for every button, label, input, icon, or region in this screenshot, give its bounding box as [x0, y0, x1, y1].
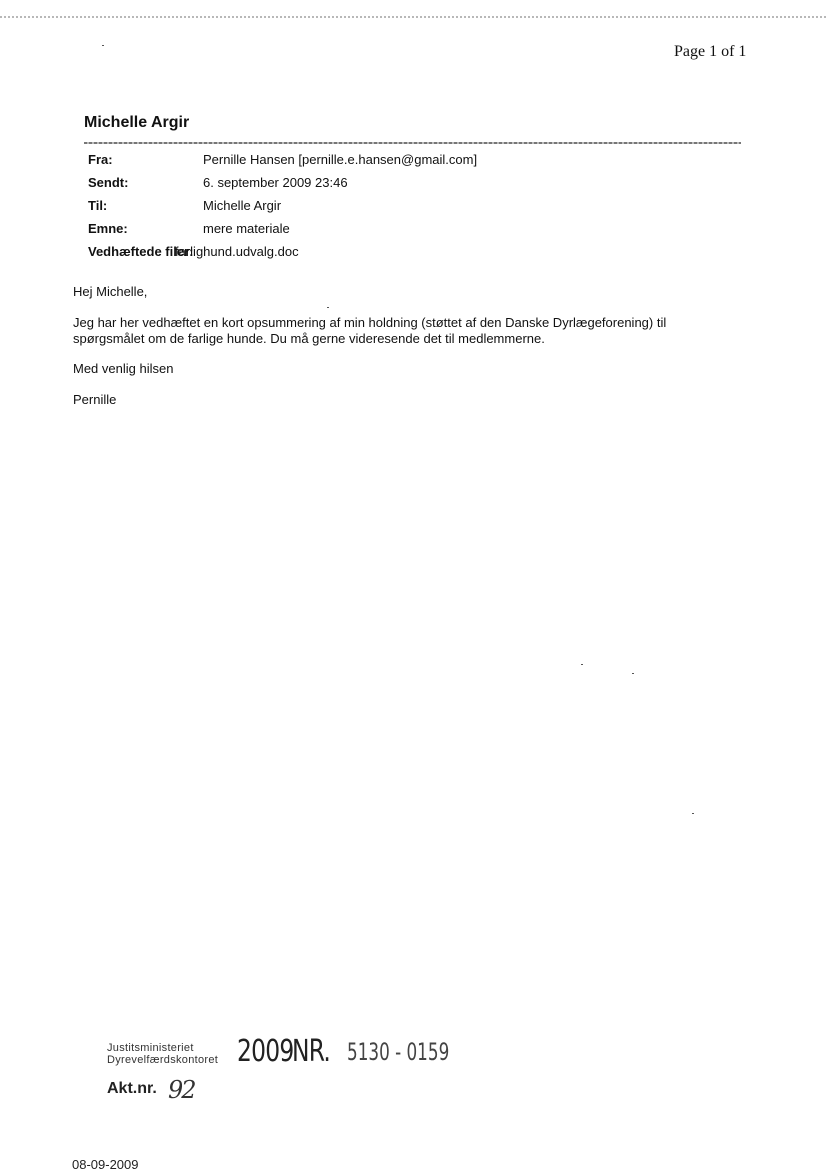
to-value: Michelle Argir	[203, 198, 282, 213]
sent-value: 6. september 2009 23:46	[203, 175, 348, 190]
page-indicator: Page 1 of 1	[674, 43, 747, 60]
stamp-org-line-1: Justitsministeriet	[107, 1042, 194, 1054]
to-label: Til:	[88, 198, 108, 213]
stamp-year: 2009	[237, 1034, 294, 1069]
message-line-2: spørgsmålet om de farlige hunde. Du må gerne videresende det til medlemmerne.	[73, 331, 545, 346]
title-divider	[84, 142, 741, 144]
closing: Med venlig hilsen	[73, 361, 174, 376]
signature: Pernille	[73, 392, 117, 407]
scan-edge-noise	[0, 16, 826, 18]
message-line-1: Jeg har her vedhæftet en kort opsummering af min holdning (støttet af den Danske Dyrlægeforening) til	[73, 315, 667, 330]
subject-value: mere materiale	[203, 221, 290, 236]
attachments-label: Vedhæftede filer:	[88, 244, 194, 259]
header-row-to	[88, 198, 688, 218]
header-row-sent	[88, 175, 688, 195]
message-paragraph	[73, 315, 733, 347]
mailbox-owner-title: Michelle Argir	[84, 114, 190, 131]
scan-speck	[327, 307, 329, 308]
scan-speck	[632, 673, 634, 674]
greeting: Hej Michelle,	[73, 284, 148, 299]
scan-speck	[692, 813, 694, 814]
stamp-nr-label: NR.	[292, 1034, 331, 1069]
header-row-from	[88, 152, 688, 172]
from-value: Pernille Hansen [pernille.e.hansen@gmail.com]	[203, 152, 478, 167]
stamp-case-number: 5130 - 0159	[347, 1038, 450, 1066]
subject-label: Emne:	[88, 221, 128, 236]
akt-number-handwritten: 92	[168, 1076, 195, 1104]
stamp-org-line-2: Dyrevelfærdskontoret	[107, 1054, 219, 1066]
scan-speck	[102, 45, 104, 46]
stamp-organization	[107, 1042, 218, 1066]
header-row-attachments	[88, 244, 688, 264]
attachment-filename: farlighund.udvalg.doc	[175, 244, 299, 259]
header-row-subject	[88, 221, 688, 241]
akt-label: Akt.nr.	[107, 1080, 157, 1097]
scan-speck	[581, 664, 583, 665]
ministry-stamp	[107, 1034, 507, 1114]
from-label: Fra:	[88, 152, 113, 167]
footer-date: 08-09-2009	[72, 1157, 139, 1172]
sent-label: Sendt:	[88, 175, 129, 190]
